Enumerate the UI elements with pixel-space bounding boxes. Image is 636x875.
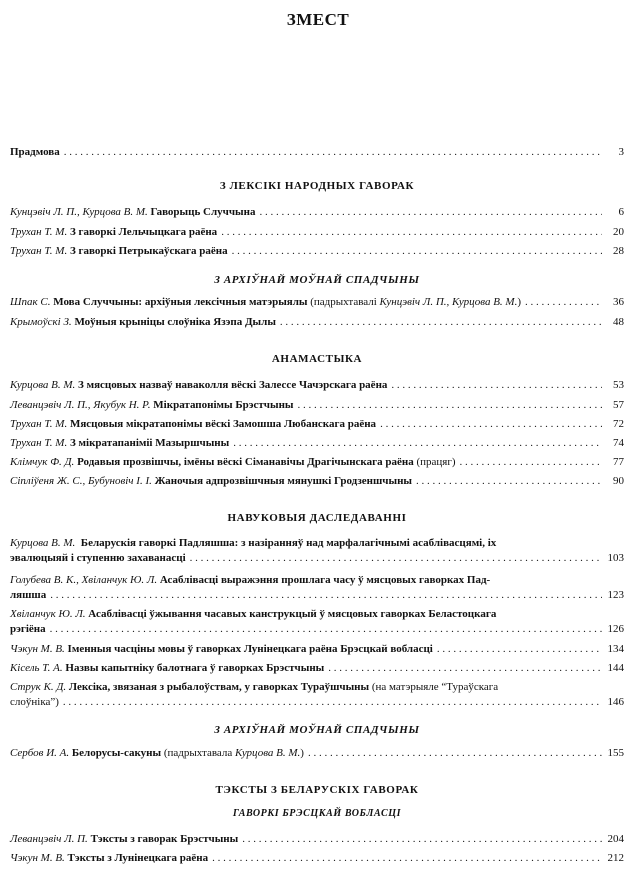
toc-entry[interactable]	[10, 205, 624, 220]
toc-entry[interactable]	[10, 746, 624, 761]
entry-title-cont: ляшша	[10, 589, 47, 601]
subsection-heading-brest: ГАВОРКІ БРЭСЦКАЙ ВОБЛАСЦІ	[232, 808, 402, 819]
dot-leader	[460, 455, 602, 470]
entry-title: Тэксты з Лунінецкага раёна	[67, 852, 209, 864]
section-heading-onomastics: АНАМАСТЫКА	[271, 353, 363, 365]
entry-author: Леванцэвіч Л. П.	[10, 833, 88, 845]
entry-note-author: Кунцэвіч Л. П., Курцова В. М.	[379, 296, 518, 308]
section-heading-archive: З АРХІЎНАЙ МОЎНАЙ СПАДЧЫНЫ	[214, 274, 420, 286]
entry-title: Родавыя прозвішчы, імёны вёскі Сіманавічы Драгічынскага раёна	[77, 456, 414, 468]
page-number: 72	[613, 418, 624, 430]
dot-leader	[64, 145, 602, 160]
entry-author: Сербов И. А.	[10, 747, 70, 759]
toc-entry[interactable]	[10, 417, 624, 432]
entry-title: Беларускія гаворкі Падляшша: з назіранняў над марфалагічнымі асабліваcцямі, іх	[80, 537, 497, 549]
page-number: 74	[613, 437, 624, 449]
entry-title: Мікратапонімы Брэстчыны	[153, 399, 294, 411]
entry-note-author: Курцова В. М.	[234, 747, 301, 759]
entry-author: Клімчук Ф. Д.	[10, 456, 75, 468]
entry-author: Сіпліўеня Ж. С., Бубуновіч І. І.	[10, 475, 152, 487]
page-number: 28	[613, 245, 624, 257]
page-title: ЗМЕСТ	[286, 10, 350, 29]
entry-author: Трухан Т. М.	[10, 418, 68, 430]
dot-leader	[232, 244, 602, 259]
entry-author: Шпак С.	[10, 296, 51, 308]
toc-entry[interactable]	[10, 642, 624, 657]
entry-title: Лексіка, звязаная з рыбалоўствам, у гаворках Тураўшчыны	[68, 681, 370, 693]
toc-entry[interactable]	[10, 474, 624, 489]
entry-title: Жаночыя адпрозвішчныя мянушкі Гродзеншчыны	[154, 475, 412, 487]
page-number: 57	[613, 399, 624, 411]
toc-entry[interactable]	[10, 607, 624, 637]
dot-leader	[380, 417, 602, 432]
toc-entry[interactable]	[10, 295, 624, 310]
page-number: 36	[613, 296, 624, 308]
toc-entry[interactable]	[10, 851, 624, 866]
entry-title-cont: эвалюцыяй і ступенню захаванасці	[10, 552, 186, 564]
entry-title: Прадмова	[10, 146, 60, 158]
page-number: 53	[613, 379, 624, 391]
entry-author: Леванцэвіч Л. П., Якубук Н. Р.	[10, 399, 151, 411]
toc-entry[interactable]	[10, 573, 624, 603]
page-number: 212	[607, 852, 624, 864]
toc-entry[interactable]	[10, 661, 624, 676]
toc-entry[interactable]	[10, 436, 624, 451]
toc-entry[interactable]	[10, 536, 624, 566]
toc-entry[interactable]	[10, 455, 624, 470]
toc-entry[interactable]	[10, 378, 624, 393]
dot-leader	[221, 225, 602, 240]
page-number: 155	[607, 747, 624, 759]
page-number: 77	[613, 456, 624, 468]
dot-leader	[525, 295, 602, 310]
entry-author: Кунцэвіч Л. П., Курцова В. М.	[10, 206, 148, 218]
entry-title: Асаблівасці выражэння прошлага часу ў мясцовых гаворках Пад-	[159, 574, 491, 586]
toc-entry[interactable]	[10, 225, 624, 240]
entry-title: З гаворкі Лельчыцкага раёна	[69, 226, 218, 238]
section-heading-lexicon: З ЛЕКСІКІ НАРОДНЫХ ГАВОРАК	[219, 180, 415, 192]
dot-leader	[50, 622, 602, 637]
page-number: 134	[607, 643, 624, 655]
entry-title: З мікратапаніміі Мазыршчыны	[69, 437, 230, 449]
dot-leader	[280, 315, 602, 330]
entry-title: Моўныя крыніцы слоўніка Язэпа Дылы	[74, 316, 276, 328]
entry-title: З мясцовых назваў наваколля вёскі Залессе Чачэрскага раёна	[78, 379, 388, 391]
page-number: 146	[607, 696, 624, 708]
dot-leader	[190, 551, 602, 566]
toc-entry[interactable]	[10, 398, 624, 413]
page-number: 90	[613, 475, 624, 487]
page-number: 6	[618, 206, 624, 218]
entry-note: (падрыхтавалі	[310, 296, 377, 308]
section-heading-texts: ТЭКСТЫ З БЕЛАРУСКІХ ГАВОРАК	[215, 784, 419, 796]
entry-author: Трухан Т. М.	[10, 437, 68, 449]
section-heading-research: НАВУКОВЫЯ ДАСЛЕДАВАННІ	[227, 512, 407, 524]
page-number: 126	[607, 623, 624, 635]
dot-leader	[328, 661, 602, 676]
page-number: 123	[607, 589, 624, 601]
page-number: 3	[618, 146, 624, 158]
toc-entry[interactable]	[10, 244, 624, 259]
entry-author: Курцова В. М.	[10, 537, 76, 549]
page-number: 204	[607, 833, 624, 845]
dot-leader	[242, 832, 602, 847]
entry-title: Назвы капытніку балотнага ў гаворках Брэстчыны	[65, 662, 325, 674]
entry-title: Мова Случчыны: архіўныя лексічныя матэрыялы	[53, 296, 308, 308]
page-number: 20	[613, 226, 624, 238]
entry-note: (на матэрыяле “Тураўскага	[371, 681, 499, 693]
toc-entry[interactable]	[10, 315, 624, 330]
dot-leader	[437, 642, 602, 657]
page-number: 103	[607, 552, 624, 564]
entry-author: Чэкун М. В.	[10, 643, 65, 655]
entry-note: (працяг)	[416, 456, 456, 468]
dot-leader	[212, 851, 602, 866]
page-number: 144	[607, 662, 624, 674]
entry-title: Гаворыць Случчына	[150, 206, 256, 218]
entry-author: Трухан Т. М.	[10, 245, 68, 257]
section-heading-archive: З АРХІЎНАЙ МОЎНАЙ СПАДЧЫНЫ	[214, 724, 420, 736]
toc-entry-preface[interactable]	[10, 145, 624, 160]
entry-note-cont: слоўніка”)	[10, 696, 59, 708]
entry-note-end: )	[517, 296, 521, 308]
entry-author: Кісель Т. А.	[10, 662, 63, 674]
dot-leader	[308, 746, 602, 761]
dot-leader	[260, 205, 603, 220]
toc-entry[interactable]	[10, 832, 624, 847]
entry-author: Голубева В. К., Хвіланчук Ю. Л.	[10, 574, 158, 586]
dot-leader	[298, 398, 602, 413]
entry-author: Струк К. Д.	[10, 681, 67, 693]
dot-leader	[63, 695, 602, 710]
entry-title: Тэксты з гаворак Брэстчыны	[90, 833, 239, 845]
entry-note-end: )	[300, 747, 304, 759]
entry-title: Белорусы-сакуны	[71, 747, 162, 759]
dot-leader	[233, 436, 602, 451]
entry-title: Асаблівасці ўжывання часавых канструкцый ў мясцовых гаворках Беластоцкага	[88, 608, 497, 620]
entry-author: Курцова В. М.	[10, 379, 76, 391]
dot-leader	[416, 474, 602, 489]
entry-author: Хвіланчук Ю. Л.	[10, 608, 86, 620]
entry-title: Мясцовыя мікратапонімы вёскі Замошша Любанскага раёна	[69, 418, 377, 430]
dot-leader	[50, 588, 602, 603]
entry-title-cont: рэгіёна	[10, 623, 46, 635]
entry-title: З гаворкі Петрыкаўскага раёна	[69, 245, 228, 257]
entry-note: (падрыхтавала	[163, 747, 233, 759]
entry-title: Іменныя часціны мовы ў гаворках Лунінецкага раёна Брэсцкай вобласці	[67, 643, 433, 655]
toc-entry[interactable]	[10, 680, 624, 710]
entry-author: Крымоўскі З.	[10, 316, 72, 328]
entry-author: Трухан Т. М.	[10, 226, 68, 238]
dot-leader	[391, 378, 602, 393]
page-number: 48	[613, 316, 624, 328]
entry-author: Чэкун М. В.	[10, 852, 65, 864]
